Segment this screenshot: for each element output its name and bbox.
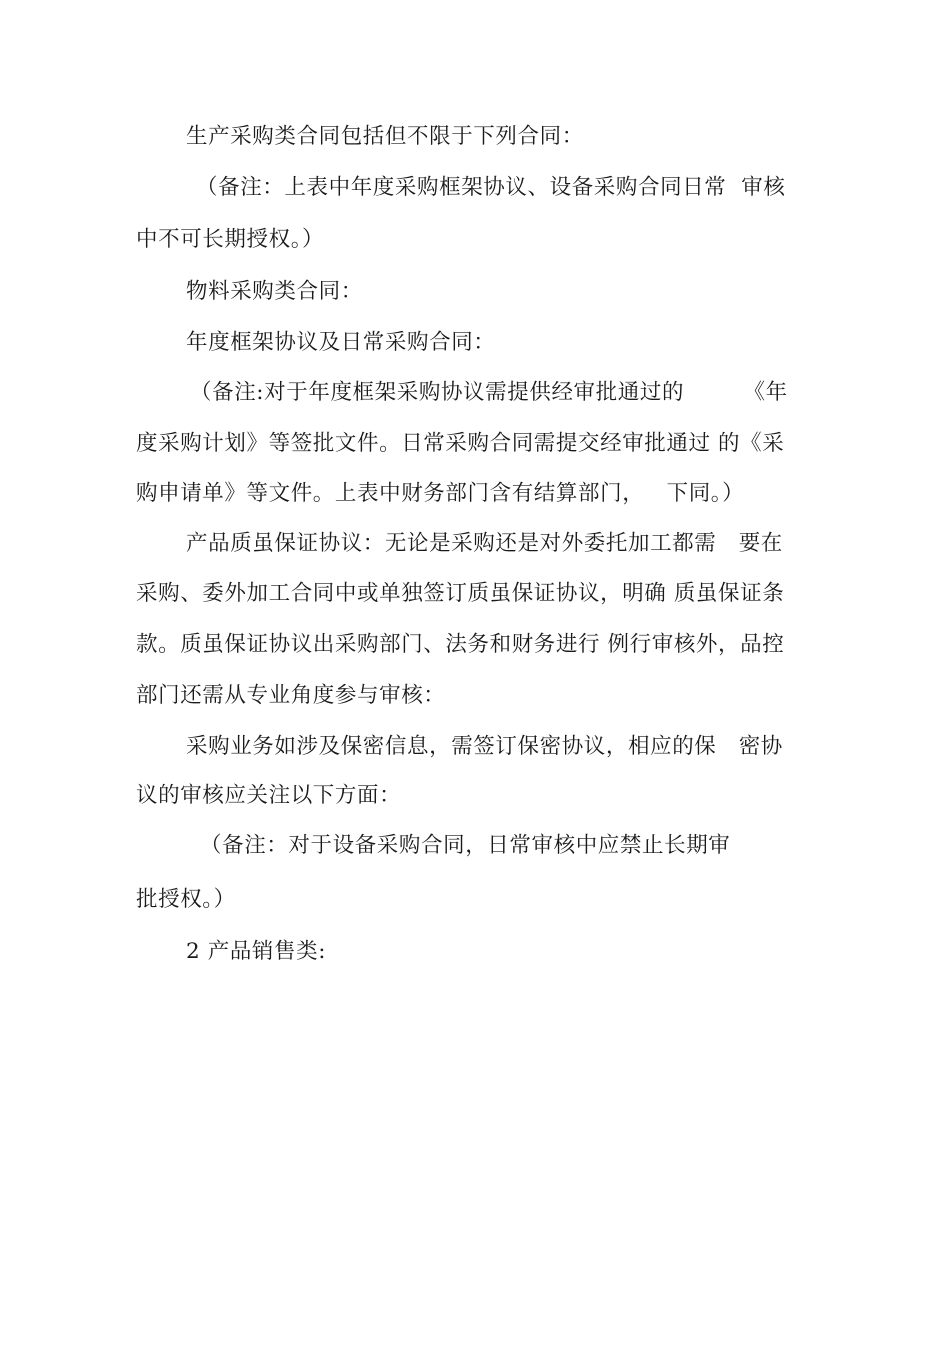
note-equipment-procurement-line-2: 批授权。） [136, 887, 236, 912]
paragraph-quality-assurance-line-3: 款。质虽保证协议出采购部门、法务和财务进行 例行审核外，品控 [136, 632, 785, 657]
heading-material-procurement: 物料采购类合同： [186, 279, 363, 304]
paragraph-quality-assurance-line-4: 部门还需从专业角度参与审核： [136, 683, 446, 708]
paragraph-quality-assurance-line-1: 产品质虽保证协议：无论是采购还是对外委托加工都需 要在 [186, 531, 783, 556]
note-annual-framework-line-1: （备注：上表中年度采购框架协议、设备采购合同日常 审核 [196, 175, 786, 200]
paragraph-confidentiality-line-1: 采购业务如涉及保密信息，需签订保密协议，相应的保 密协 [186, 734, 783, 759]
note-procurement-plan-line-2: 度采购计划》等签批文件。日常采购合同需提交经审批通过 的《采 [136, 431, 785, 456]
paragraph-quality-assurance-line-2: 采购、委外加工合同中或单独签订质虽保证协议，明确 质虽保证条 [136, 581, 785, 606]
note-procurement-plan-line-1: （备注:对于年度框架采购协议需提供经审批通过的 《年 [190, 380, 788, 405]
paragraph-production-contracts: 生产采购类合同包括但不限于下列合同： [186, 124, 584, 149]
note-procurement-plan-line-3: 购申请单》等文件。上表中财务部门含有结算部门， 下同。） [136, 481, 745, 506]
note-annual-framework-line-2: 中不可长期授权。） [136, 227, 325, 252]
paragraph-confidentiality-line-2: 议的审核应关注以下方面： [136, 783, 402, 808]
heading-product-sales: 2 产品销售类: [186, 939, 327, 964]
note-equipment-procurement-line-1: （备注：对于设备采购合同，日常审核中应禁止长期审 [200, 833, 731, 858]
heading-annual-framework-agreement: 年度框架协议及日常采购合同： [186, 330, 496, 355]
